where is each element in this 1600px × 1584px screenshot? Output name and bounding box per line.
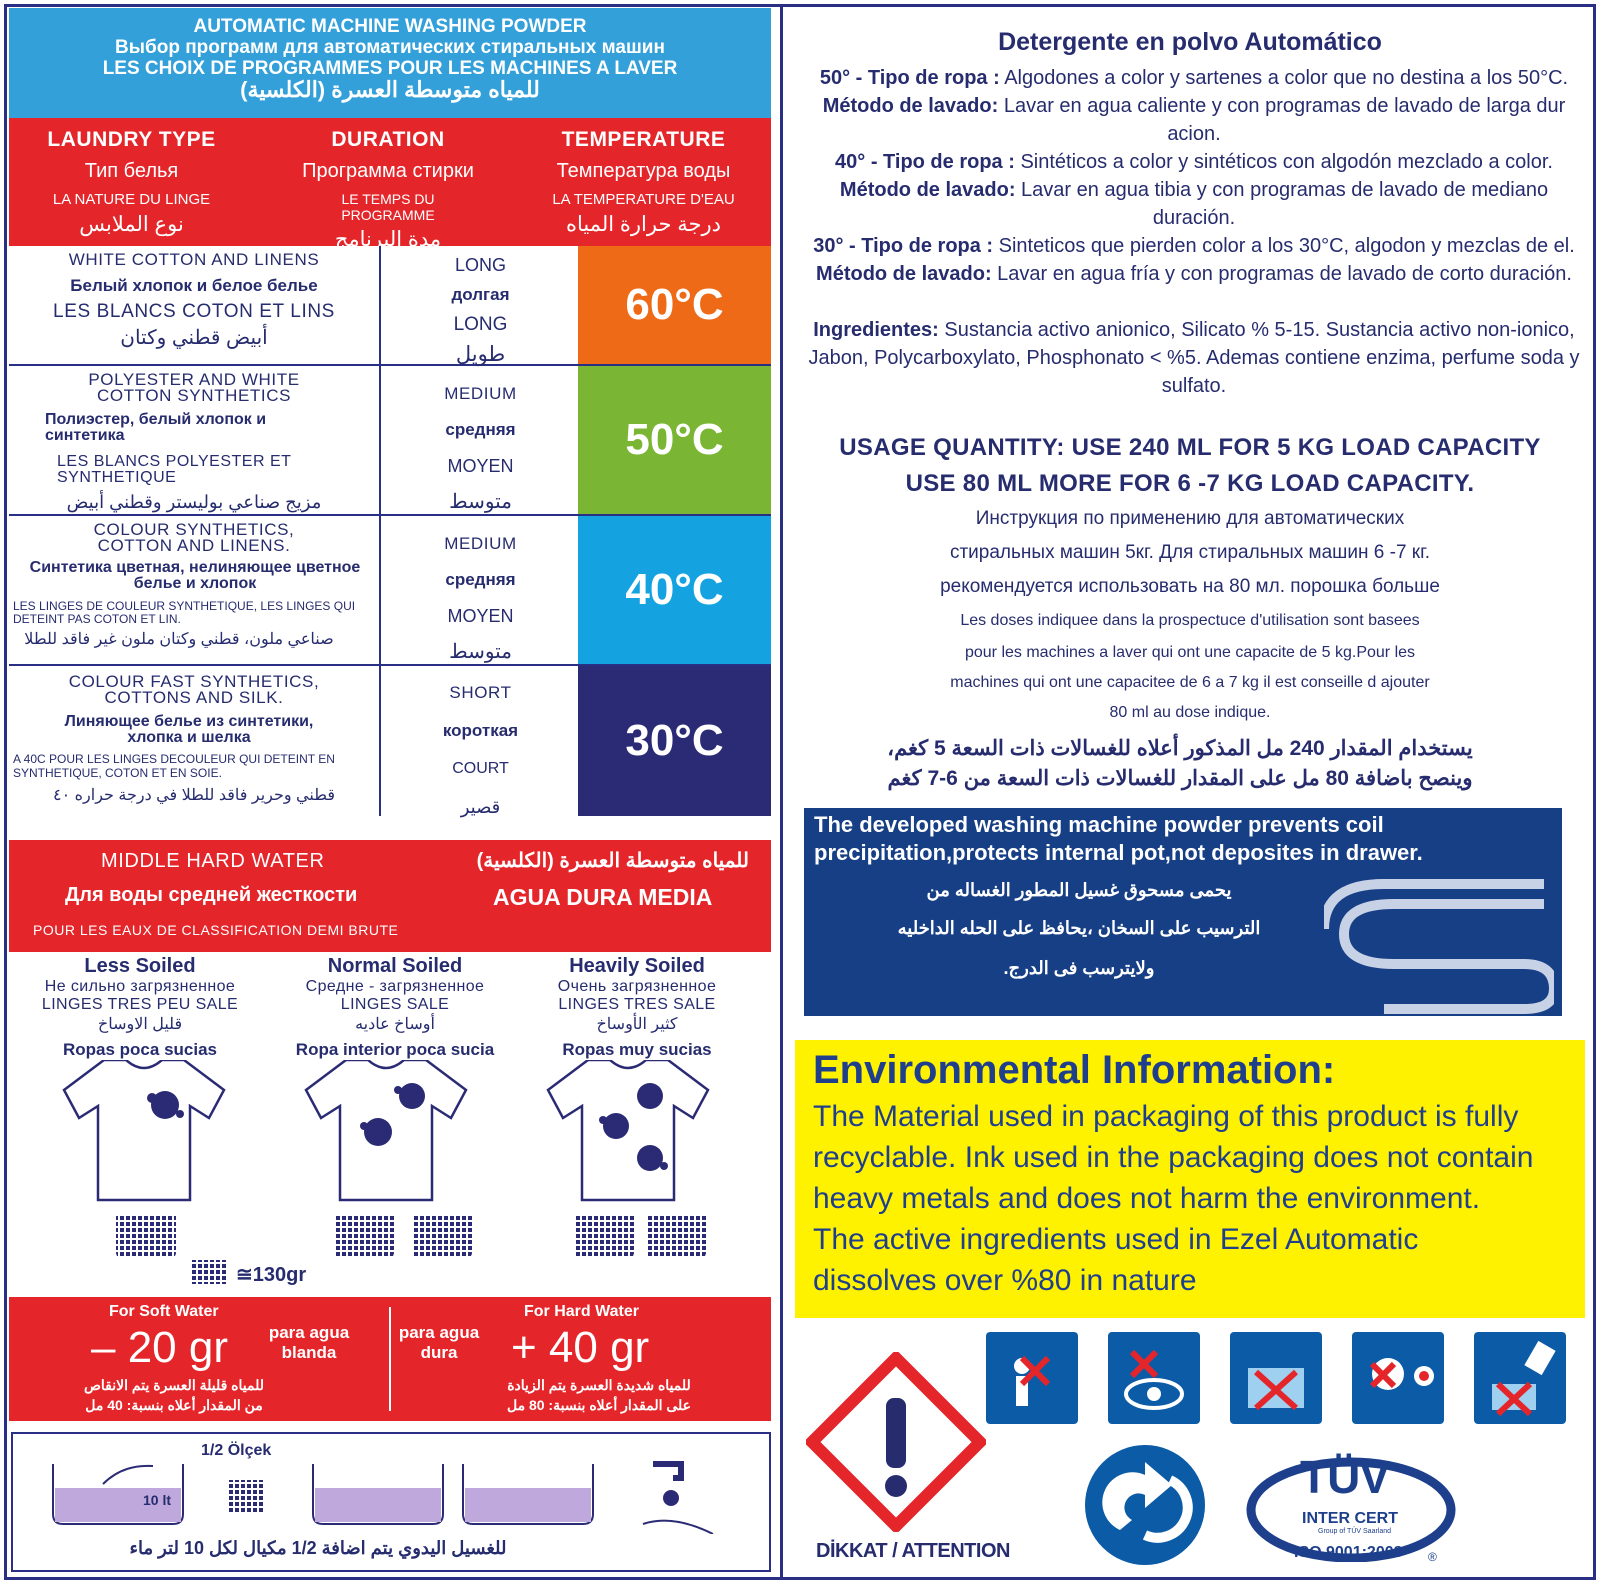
hand-wash-panel	[11, 1432, 771, 1572]
soil-ar: كثير الأوساخ	[596, 1016, 678, 1033]
laundry-type-cell	[9, 516, 381, 664]
dur-en: SHORT	[449, 683, 512, 702]
temp-40-badge: 40°C	[578, 516, 771, 664]
usage-line1: USAGE QUANTITY: USE 240 ML FOR 5 KG LOAD CAPACITY	[839, 434, 1541, 461]
soil-en: Heavily Soiled	[569, 955, 705, 977]
type-fr: LES BLANCS POLYESTER ET SYNTHETIQUE	[57, 453, 292, 486]
type-ar: صناعي ملون، قطني وكتان ملون غير فاقد للطلا	[24, 631, 334, 648]
usage-fr2: pour les machines a laver qui ont une capacite de 5 kg.Pour les	[964, 644, 1416, 661]
dur-en: LONG	[454, 255, 506, 275]
spanish-40	[808, 148, 1580, 232]
col-fr: LA NATURE DU LINGE	[52, 191, 211, 208]
hard-ar2: على المقدار أعلاه بنسبة: 80 مل	[506, 1397, 692, 1413]
col-ru: Температура воды	[556, 160, 731, 182]
usage-fr3: machines qui ont une capacitee de 6 a 7 kg il est conseille d ajouter	[950, 674, 1430, 691]
soil-en: Less Soiled	[84, 955, 196, 977]
dur-fr: MOYEN	[447, 606, 514, 626]
panel-divider	[389, 1307, 391, 1411]
environmental-info	[795, 1040, 1585, 1318]
coil-ar1: يحمى مسحوق غسيل المطور الغساله من	[926, 880, 1232, 900]
hard-title: For Hard Water	[524, 1303, 639, 1320]
soil-normal	[270, 955, 520, 1060]
soil-es: Ropas muy sucias	[562, 1040, 712, 1059]
dur-en: MEDIUM	[444, 534, 517, 553]
temp-50-badge: 50°C	[578, 366, 771, 514]
dur-ru: короткая	[442, 721, 519, 740]
soil-fr: LINGES TRES PEU SALE	[41, 996, 239, 1013]
type-ru: Белый хлопок и белое белье	[70, 276, 318, 295]
type-en: COLOUR FAST SYNTHETICS, COTTONS AND SILK.	[68, 672, 320, 707]
table-row	[9, 666, 771, 816]
col-en: LAUNDRY TYPE	[47, 128, 216, 151]
usage-line2: USE 80 ML MORE FOR 6 -7 KG LOAD CAPACITY.	[905, 470, 1475, 497]
mhw-en: MIDDLE HARD WATER	[101, 850, 325, 872]
p1-text: Algodones a color y sartenes a color que no destina a los 50°C.	[999, 67, 1569, 89]
heating-coil-icon	[1324, 874, 1554, 1014]
usage-ar2: وينصح باضافة 80 مل على المقدار للغسالات ذات السعة من 6-7 كغم	[887, 767, 1473, 790]
col-ar: مدة البرنامج	[334, 228, 442, 251]
hand-wash-ar: للغسيل اليدوي يتم اضافة 1/2 مكيال لكل 10 لتر ماء	[129, 1538, 507, 1558]
coil-en2: precipitation,protects internal pot,not deposites in drawer.	[814, 840, 1423, 865]
dur-fr: LONG	[453, 314, 508, 335]
col-fr: LA TEMPERATURE D'EAU	[552, 191, 735, 208]
dur-ar: متوسط	[449, 641, 512, 663]
duration-cell	[383, 666, 578, 816]
dur-ru: средняя	[445, 420, 516, 439]
soft-es: para agua blanda	[268, 1323, 350, 1362]
soil-heavy	[512, 955, 762, 1060]
type-en: COLOUR SYNTHETICS, COTTON AND LINENS.	[93, 520, 295, 555]
duration-cell	[383, 246, 578, 364]
table-row	[9, 246, 771, 366]
p3-method: Método de lavado:	[816, 263, 992, 285]
type-ru: Полиэстер, белый хлопок и синтетика	[45, 411, 267, 444]
p3-text: Sinteticos que pierden color a los 30°C, algodon y mezclas de el.	[993, 235, 1575, 257]
mhw-es: AGUA DURA MEDIA	[493, 884, 713, 910]
water-hardness-panel	[9, 1297, 771, 1421]
title-ar: للمياه متوسطة العسرة (الكلسية)	[240, 77, 540, 102]
green-dot-recycle-icon	[1080, 1440, 1210, 1570]
middle-hard-water-banner	[9, 840, 771, 952]
soil-es: Ropas poca sucias	[62, 1040, 217, 1059]
do-not-inhale-icon	[1352, 1332, 1444, 1424]
usage-fr1: Les doses indiquee dans la prospectuce d'utilisation sont basees	[960, 612, 1420, 629]
laundry-type-cell	[9, 246, 381, 364]
type-ar: أبيض قطني وكتان	[120, 327, 268, 349]
table-row	[9, 516, 771, 666]
tshirt-less-icon	[64, 1060, 224, 1200]
col-ar: درجة حرارة المياه	[565, 213, 722, 236]
dur-ar: متوسط	[449, 491, 512, 513]
spanish-title: Detergente en polvo Automático	[998, 28, 1382, 56]
title-banner	[9, 8, 771, 118]
p1-end: Lavar en agua caliente y con programas de lavado de larga dur acion.	[998, 95, 1566, 145]
title-ru: Выбор программ для автоматических стиральных машин	[115, 37, 665, 58]
hard-amount: + 40 gr	[511, 1323, 650, 1372]
tshirt-heavy-icon	[548, 1060, 708, 1200]
usage-fr4: 80 ml au dose indique.	[1109, 704, 1271, 721]
laundry-type-cell	[9, 666, 381, 816]
spanish-50	[808, 64, 1580, 148]
col-ar: نوع الملابس	[79, 213, 184, 236]
soil-en: Normal Soiled	[327, 955, 463, 977]
soft-ar2: من المقدار أعلاه بنسبة: 40 مل	[85, 1397, 263, 1413]
liters-label: 10 lt	[143, 1492, 172, 1508]
soil-ar: قليل الاوساخ	[97, 1016, 183, 1033]
dur-ru: долгая	[451, 285, 510, 304]
tuv-main: TÜV	[1300, 1451, 1389, 1503]
dur-fr: MOYEN	[447, 456, 514, 476]
p4-bold: Ingredientes:	[813, 319, 939, 341]
attention-hazard-icon	[806, 1352, 986, 1532]
spanish-30	[808, 232, 1580, 288]
env-line3: heavy metals and does not harm the environment.	[813, 1182, 1481, 1215]
title-en: AUTOMATIC MACHINE WASHING POWDER	[193, 16, 587, 37]
env-title: Environmental Information:	[813, 1048, 1336, 1092]
tuv-group: Group of TÜV Saarland	[1318, 1528, 1392, 1535]
p1-bold: 50° - Tipo de ropa :	[819, 67, 1000, 89]
soft-ar1: للمياه قليلة العسرة يتم الانقاص	[83, 1377, 264, 1393]
table-row	[9, 366, 771, 516]
env-line2: recyclable. Ink used in the packaging does not contain	[813, 1141, 1534, 1174]
dur-ru: средняя	[445, 570, 516, 589]
type-fr: LES BLANCS COTON ET LINS	[53, 301, 335, 322]
soil-es: Ropa interior poca sucia	[295, 1040, 495, 1059]
p2-method: Método de lavado:	[839, 179, 1016, 201]
duration-cell	[383, 366, 578, 514]
soil-fr: LINGES SALE	[340, 996, 450, 1013]
env-line5: dissolves over %80 in nature	[813, 1264, 1197, 1297]
scoop-icons	[116, 1214, 706, 1284]
col-fr: LE TEMPS DU PROGRAMME	[341, 191, 435, 223]
soil-ru: Не сильно загрязненное	[44, 978, 236, 995]
spanish-ingredients	[808, 316, 1580, 400]
col-ru: Тип белья	[84, 160, 179, 182]
type-en: WHITE COTTON AND LINENS	[68, 250, 320, 269]
keep-away-children-icon	[986, 1332, 1078, 1424]
coil-en1: The developed washing machine powder prevents coil	[814, 812, 1384, 837]
env-line4: The active ingredients used in Ezel Automatic	[813, 1223, 1419, 1256]
attention-label: DİKKAT / ATTENTION	[816, 1540, 1010, 1562]
type-fr: A 40C POUR LES LINGES DECOULEUR QUI DETEINT EN SYNTHETIQUE, COTON ET EN SOIE.	[13, 752, 335, 780]
soil-ru: Средне - загрязненное	[305, 978, 485, 995]
mhw-ar: للمياه متوسطة العسرة (الكلسية)	[476, 850, 749, 872]
tshirt-illustrations	[0, 1060, 780, 1290]
soil-less	[15, 955, 265, 1060]
tuv-intercert: INTER CERT	[1302, 1510, 1398, 1527]
dur-fr: COURT	[452, 760, 509, 777]
mhw-fr: POUR LES EAUX DE CLASSIFICATION DEMI BRUTE	[33, 922, 399, 938]
temp-30-badge: 30°C	[578, 666, 771, 816]
soil-fr: LINGES TRES SALE	[558, 996, 716, 1013]
type-ru: Синтетика цветная, нелиняющее цветное белье и хлопок	[29, 559, 361, 592]
coil-ar2: الترسيب على السخان ،يحافظ على الحله الداخليه	[897, 918, 1261, 938]
type-en: POLYESTER AND WHITE COTTON SYNTHETICS	[88, 370, 300, 405]
p2-end: Lavar en agua tibia y con programas de lavado de mediano duración.	[1015, 179, 1549, 229]
tuv-iso: ISO 9001:2008	[1294, 1544, 1403, 1561]
env-line1: The Material used in packaging of this product is fully	[813, 1100, 1519, 1133]
type-fr: LES LINGES DE COULEUR SYNTHETIQUE, LES LINGES QUI DETEINT PAS COTON ET LIN.	[13, 599, 356, 626]
coil-protection-panel	[804, 808, 1562, 1016]
avoid-eye-contact-icon	[1108, 1332, 1200, 1424]
col-duration	[293, 128, 483, 252]
type-ru: Линяющее белье из синтетики, хлопка и шелка	[64, 713, 314, 746]
p4-text: Sustancia activo anionico, Silicato % 5-15. Sustancia activo non-ionico, Jabon, Polycarboxylato, Phosphonato < %5. Ademas contiene enzima, perfume soda y sulfato.	[808, 319, 1580, 397]
col-ru: Программа стирки	[302, 160, 474, 182]
type-ar: قطني وحرير فاقد للطلا في درجة حراره ٤٠	[53, 787, 335, 804]
p2-bold: 40° - Tipo de ropa :	[835, 151, 1015, 173]
mhw-ru: Для воды средней жесткости	[65, 884, 358, 906]
coil-ar3: ولايترسب فى الدرج.	[1003, 958, 1155, 978]
p2-text: Sintéticos a color y sintéticos con algodón mezclado a color.	[1014, 151, 1553, 173]
dur-en: MEDIUM	[444, 384, 517, 403]
hard-es: para agua dura	[398, 1323, 480, 1362]
usage-ru1: Инструкция по применению для автоматических	[975, 508, 1405, 529]
p1-method: Método de lavado:	[822, 95, 999, 117]
program-table	[9, 246, 771, 826]
column-headers	[9, 118, 771, 251]
half-scoop-label: 1/2 Ölçek	[201, 1442, 272, 1459]
col-temperature	[521, 128, 766, 237]
col-laundry-type	[9, 128, 254, 237]
tshirt-normal-icon	[306, 1060, 466, 1200]
soft-title: For Soft Water	[109, 1303, 219, 1320]
soft-amount: – 20 gr	[91, 1323, 228, 1372]
do-not-mix-icon	[1230, 1332, 1322, 1424]
registered-mark: ®	[1428, 1550, 1437, 1564]
title-fr: LES CHOIX DE PROGRAMMES POUR LES MACHINES A LAVER	[102, 58, 678, 79]
hard-ar1: للمياه شديدة العسرة يتم الزيادة	[507, 1377, 691, 1393]
laundry-type-cell	[9, 366, 381, 514]
col-en: DURATION	[331, 128, 445, 151]
p3-bold: 30° - Tipo de ropa :	[813, 235, 994, 257]
usage-ar1: يستخدام المقدار 240 مل المذكور أعلاه للغسالات ذات السعة 5 كغم،	[887, 737, 1473, 760]
usage-ru2: стиральных машин 5кг. Для стиральных машин 6 -7 кг.	[949, 542, 1431, 563]
soil-ar: أوساخ عاديه	[355, 1016, 435, 1033]
center-divider	[780, 4, 783, 1580]
duration-cell	[383, 516, 578, 664]
dur-ar: قصير	[460, 797, 501, 817]
soil-ru: Очень загрязненное	[557, 978, 717, 995]
p3-end: Lavar en agua fría y con programas de lavado de corto duración.	[991, 263, 1572, 285]
do-not-ingest-icon	[1474, 1332, 1566, 1424]
usage-ru3: рекомендуется использовать на 80 мл. порошка больше	[940, 576, 1440, 597]
type-ar: مزيج صناعي بوليستر وقطني أبيض	[66, 492, 322, 512]
col-en: TEMPERATURE	[561, 128, 726, 151]
temp-60-badge: 60°C	[578, 246, 771, 364]
scoop-weight: ≅130gr	[236, 1264, 307, 1286]
dur-ar: طويل	[455, 343, 506, 366]
